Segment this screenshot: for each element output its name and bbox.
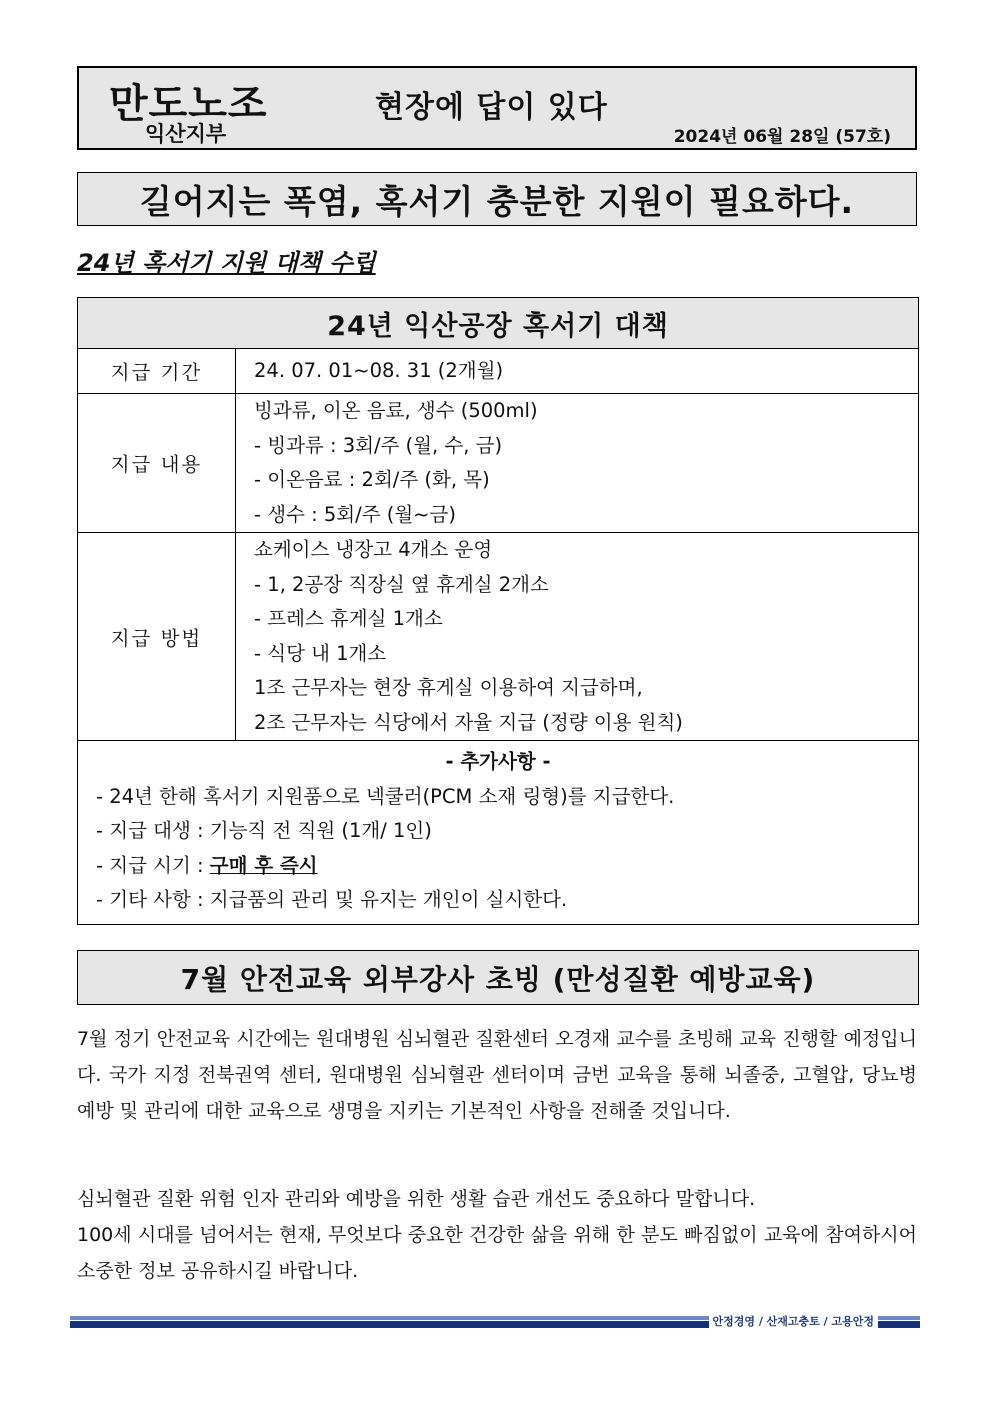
row-label-contents: 지급 내용 xyxy=(78,394,236,533)
value-line: - 빙과류 : 3회/주 (월, 수, 금) xyxy=(254,433,503,457)
value-line: 24. 07. 01~08. 31 (2개월) xyxy=(254,358,504,382)
headline: 길어지는 폭염, 혹서기 충분한 지원이 필요하다. xyxy=(77,172,917,226)
masthead-slogan: 현장에 답이 있다 xyxy=(375,90,608,125)
row-label-period: 지급 기간 xyxy=(78,349,236,394)
additional-notes-title: - 추가사항 - xyxy=(445,750,551,773)
note-emphasis: 구매 후 즉시 xyxy=(209,853,318,877)
note-line: - 지급 대생 : 기능직 전 직원 (1개/ 1인) xyxy=(96,819,432,842)
paragraph-text: 심뇌혈관 질환 위험 인자 관리와 예방을 위한 생활 습관 개선도 중요하다 말합니다. xyxy=(77,1188,756,1210)
union-name: 만도노조 xyxy=(109,81,268,127)
table-row xyxy=(78,533,919,741)
note-line: - 24년 한해 혹서기 지원품으로 넥쿨러(PCM 소재 링형)를 지급한다. xyxy=(96,784,675,808)
value-line: 1조 근무자는 현장 휴게실 이용하여 지급하며, xyxy=(254,676,643,699)
value-line: - 1, 2공장 직장실 옆 휴게실 2개소 xyxy=(254,572,549,596)
table-row xyxy=(78,741,919,925)
row-value-period xyxy=(236,349,919,394)
value-line: 빙과류, 이온 음료, 생수 (500ml) xyxy=(254,399,538,422)
table-row xyxy=(78,394,919,533)
value-line: 2조 근무자는 식당에서 자율 지급 (정량 이용 원칙) xyxy=(254,710,683,734)
additional-notes xyxy=(78,741,919,925)
footer-slogan: 안정경영 / 산재고충토 / 고용안정 xyxy=(709,1314,879,1330)
paragraph-text: 100세 시대를 넘어서는 현재, 무엇보다 중요한 건강한 삶을 위해 한 분도 빠짐없이 교육에 참여하시어 소중한 정보 공유하시길 바랍니다. xyxy=(77,1224,917,1282)
issue-date: 2024년 06월 28일 (57호) xyxy=(673,127,891,147)
footer-bar xyxy=(70,1316,920,1330)
table-row xyxy=(78,349,919,394)
value-line: - 생수 : 5회/주 (월~금) xyxy=(254,502,456,526)
branch-name: 익산지부 xyxy=(145,122,227,146)
row-value-contents xyxy=(236,394,919,533)
note-line xyxy=(96,849,918,884)
paragraph-text: 7월 정기 안전교육 시간에는 원대병원 심뇌혈관 질환센터 오경재 교수를 초빙해 교육 진행할 예정입니다. 국가 지정 전북권역 센터, 원대병원 심뇌혈관 센터이며 금번 교육을 통해 뇌졸중, 고혈압, 당뇨병 예방 및 관리에 대한 교육으로 생명을 지키는 기본적인 사항을 전해줄 것입니다. xyxy=(77,1028,917,1122)
value-line: - 이온음료 : 2회/주 (화, 목) xyxy=(254,468,490,491)
masthead xyxy=(77,66,917,150)
value-line: - 식당 내 1개소 xyxy=(254,641,387,665)
section2-title: 7월 안전교육 외부강사 초빙 (만성질환 예방교육) xyxy=(77,950,919,1005)
row-label-method: 지급 방법 xyxy=(78,533,236,741)
subheading: 24년 혹서기 지원 대책 수립 xyxy=(77,249,376,277)
value-line: 쇼케이스 냉장고 4개소 운영 xyxy=(254,538,493,561)
policy-table-title: 24년 익산공장 혹서기 대책 xyxy=(78,298,919,349)
section2-paragraph xyxy=(77,1021,917,1129)
section2-paragraph xyxy=(77,1181,917,1289)
value-line: - 프레스 휴게실 1개소 xyxy=(254,607,443,630)
heat-policy-table xyxy=(77,297,919,925)
row-value-method xyxy=(236,533,919,741)
note-line: - 기타 사항 : 지급품의 관리 및 유지는 개인이 실시한다. xyxy=(96,888,568,911)
note-line-prefix: - 지급 시기 : xyxy=(96,853,210,877)
